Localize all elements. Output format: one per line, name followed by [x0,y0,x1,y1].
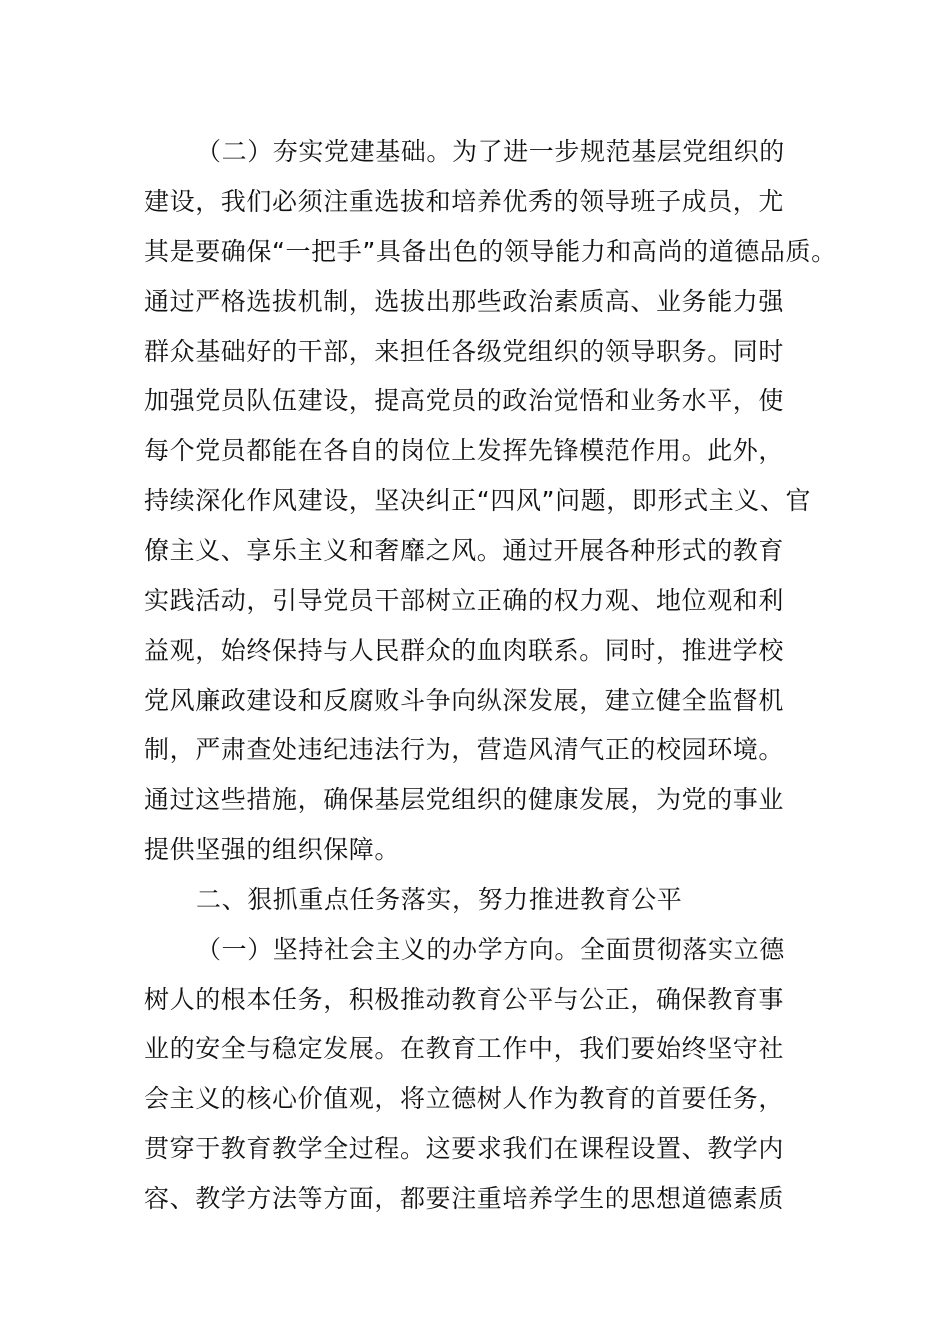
paragraph-line: 群众基础好的干部，来担任各级党组织的领导职务。同时 [144,337,785,366]
paragraph-line: 容、教学方法等方面，都要注重培养学生的思想道德素质 [144,1184,785,1213]
section-heading: 二、狠抓重点任务落实，努力推进教育公平 [196,885,683,914]
paragraph-line: 僚主义、享乐主义和奢靡之风。通过开展各种形式的教育 [144,536,785,565]
paragraph-line: 通过这些措施，确保基层党组织的健康发展，为党的事业 [144,785,785,814]
paragraph-line: 其是要确保“一把手”具备出色的领导能力和高尚的道德品质。 [144,237,837,266]
paragraph-line: 持续深化作风建设，坚决纠正“四风”问题，即形式主义、官 [144,486,812,515]
paragraph-line: 树人的根本任务，积极推动教育公平与公正，确保教育事 [144,985,785,1014]
paragraph-line: （二）夯实党建基础。为了进一步规范基层党组织的 [196,137,785,166]
paragraph-line: 加强党员队伍建设，提高党员的政治觉悟和业务水平，使 [144,386,785,415]
paragraph-line: 每个党员都能在各自的岗位上发挥先锋模范作用。此外， [144,436,785,465]
paragraph-line: 提供坚强的组织保障。 [144,835,401,864]
paragraph-line: 实践活动，引导党员干部树立正确的权力观、地位观和利 [144,586,785,615]
paragraph-line: 益观，始终保持与人民群众的血肉联系。同时，推进学校 [144,636,785,665]
paragraph-line: 业的安全与稳定发展。在教育工作中，我们要始终坚守社 [144,1034,785,1063]
paragraph-line: 通过严格选拔机制，选拔出那些政治素质高、业务能力强 [144,287,785,316]
paragraph-line: 建设，我们必须注重选拔和培养优秀的领导班子成员，尤 [144,187,785,216]
paragraph-line: 党风廉政建设和反腐败斗争向纵深发展，建立健全监督机 [144,686,785,715]
paragraph-line: （一）坚持社会主义的办学方向。全面贯彻落实立德 [196,935,785,964]
paragraph-line: 制，严肃查处违纪违法行为，营造风清气正的校园环境。 [144,735,785,764]
paragraph-line: 贯穿于教育教学全过程。这要求我们在课程设置、教学内 [144,1134,785,1163]
paragraph-line: 会主义的核心价值观，将立德树人作为教育的首要任务， [144,1084,785,1113]
